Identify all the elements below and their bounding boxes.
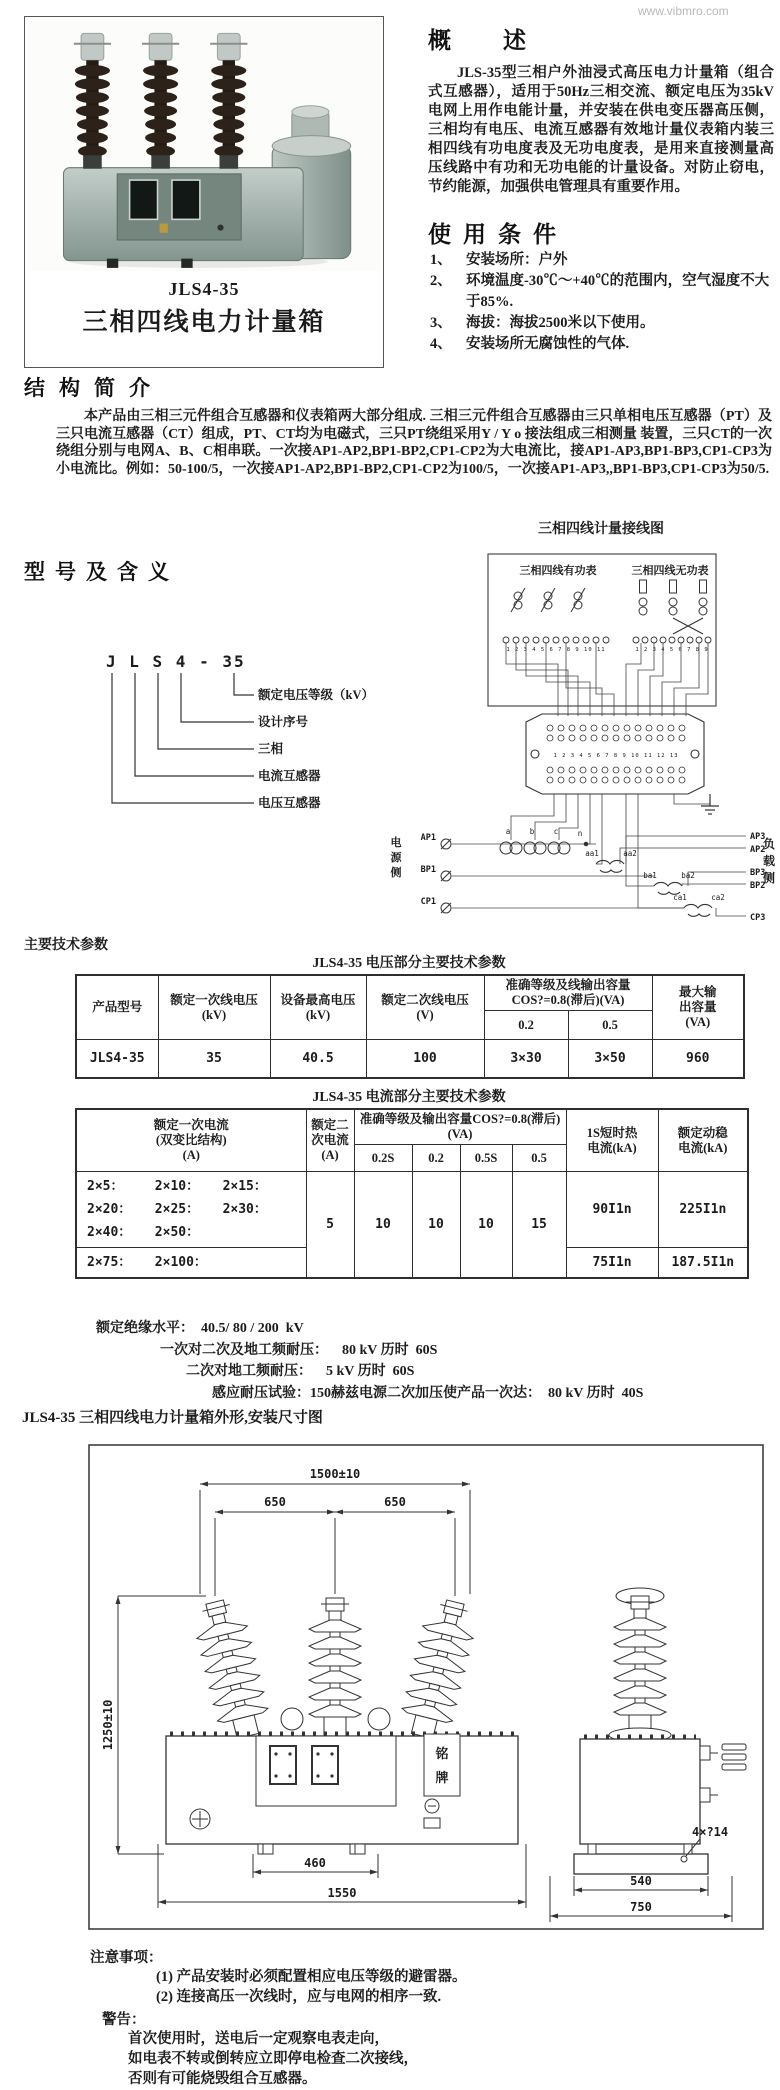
height-dim-label: 1250±10 — [101, 1699, 115, 1751]
voltage-table-wrap — [75, 974, 743, 1079]
vt-h-maxout — [652, 975, 744, 1040]
vt-h-accuracy — [484, 975, 652, 1011]
ct-h-sub-05: 0.5 — [512, 1145, 566, 1172]
ct-h-secondary-line3: (A) — [321, 1148, 339, 1162]
ct-terminal-label: aa1 — [585, 849, 599, 858]
vt-h-maxout-line1: 最大输 — [679, 985, 717, 999]
vt-h-secondary-unit: (V) — [416, 1007, 434, 1022]
bushing-right — [397, 1596, 481, 1742]
vt-h-secondary — [366, 975, 484, 1040]
usage-list — [430, 250, 778, 355]
wiring-diagram — [358, 546, 776, 938]
ct-acc-02s: 10 — [354, 1172, 412, 1278]
pt-label: n — [577, 829, 583, 838]
ct-dynamic-2: 187.5I1n — [658, 1248, 748, 1278]
voltage-data-row — [76, 1040, 744, 1078]
product-photo-illustration — [28, 21, 380, 271]
vt-secondary: 100 — [366, 1040, 484, 1078]
current-header-row — [76, 1109, 748, 1145]
vt-h-accuracy-line1: 准确等级及线输出容量 — [505, 978, 631, 992]
ct-h-primary-line2: (双变比结构) — [155, 1133, 227, 1147]
usage-item — [430, 250, 778, 271]
mounting-feet — [258, 1844, 365, 1854]
span-left-dim-label: 650 — [264, 1495, 286, 1509]
ct-h-primary-line1: 额定一次电流 — [153, 1118, 229, 1132]
usage-item-text: 海拔：海拔2500米以下使用。 — [466, 315, 655, 331]
note-item: (2) 连接高压一次线时，应与电网的相序一致. — [156, 1989, 442, 2005]
source-terminal-label: AP1 — [420, 833, 436, 843]
vt-h-secondary-line: 额定二次线电压 — [381, 992, 469, 1007]
side-view — [574, 1588, 746, 1874]
ct-h-thermal-line2: 电流(kA) — [587, 1140, 637, 1155]
ct-terminal-label: ca1 — [673, 893, 687, 902]
insulation-line: 一次对二次及地工频耐压： 80 kV 历时 60S — [160, 1342, 438, 1358]
source-side-char: 侧 — [390, 867, 402, 879]
vt-acc-02: 3×30 — [484, 1040, 568, 1078]
notes-heading: 注意事项： — [90, 1950, 163, 1966]
vt-h-acc-02: 0.2 — [484, 1011, 568, 1040]
vt-h-highest — [270, 975, 366, 1040]
ct-h-dynamic — [658, 1109, 748, 1172]
overview-heading: 概述 — [428, 28, 578, 53]
vt-model: JLS4-35 — [76, 1040, 158, 1078]
reactive-terminal-numbers: 1 2 3 4 5 6 7 8 9 — [635, 647, 709, 653]
insulation-block — [96, 1318, 643, 1404]
active-meter-elements — [511, 588, 585, 612]
ct-h-thermal-line1: 1S短时热 — [586, 1125, 638, 1140]
wiring-caption: 三相四线计量接线图 — [538, 522, 664, 537]
base-channel — [574, 1854, 708, 1874]
load-terminal-label: BP3 — [750, 868, 766, 878]
ct-terminal-label: aa2 — [623, 849, 637, 858]
voltage-table-caption: JLS4-35 电压部分主要技术参数 — [312, 956, 506, 971]
warning-label — [160, 223, 168, 232]
bushing-insulators — [74, 33, 248, 168]
side-fittings — [700, 1744, 746, 1802]
ct-ratio-line: 2×5： 2×10： 2×15： — [87, 1179, 267, 1194]
usage-item-text: 安装场所无腐蚀性的气体. — [466, 336, 630, 352]
usage-item-number: 1、 — [430, 252, 452, 268]
ct-h-dynamic-line2: 电流(kA) — [678, 1140, 728, 1155]
ct-h-sub-05s: 0.5S — [460, 1145, 512, 1172]
nameplate — [424, 1734, 460, 1796]
usage-item-number: 4、 — [430, 336, 452, 352]
warning-line: 如电表不转或倒转应立即停电检查二次接线， — [128, 2051, 418, 2067]
model-label: 设计序号 — [258, 715, 309, 729]
ct-h-secondary-line2: 次电流 — [311, 1133, 349, 1147]
vt-h-maxout-line2: 出容量 — [679, 1000, 717, 1014]
vt-h-maxout-line3: (VA) — [685, 1015, 711, 1029]
meter-window — [172, 180, 200, 219]
ct-terminal-label: ca2 — [711, 893, 725, 902]
vt-highest: 40.5 — [270, 1040, 366, 1078]
ct-terminal-label: ba1 — [643, 871, 657, 880]
nameplate-char: 铭 — [435, 1746, 449, 1761]
load-side-char: 负 — [762, 837, 776, 851]
ct-secondary: 5 — [306, 1172, 354, 1278]
pt-label: a — [505, 827, 511, 836]
model-label: 额定电压等级（kV） — [258, 688, 374, 702]
usage-item-number: 3、 — [430, 315, 452, 331]
insulation-line: 二次对地工频耐压： 5 kV 历时 60S — [186, 1364, 415, 1379]
ct-acc-05: 15 — [512, 1172, 566, 1278]
meter-terminals — [503, 637, 711, 643]
pt-label: c — [553, 827, 559, 836]
warning-line: 首次使用时，送电后一定观察电表走向， — [128, 2031, 389, 2047]
watermark: www.vibmro.com — [638, 4, 729, 18]
notes-block — [90, 1946, 467, 2007]
active-terminal-numbers: 1 2 3 4 5 6 7 8 9 10 11 — [506, 647, 606, 653]
photo-name-label: 三相四线电力计量箱 — [82, 309, 326, 336]
vt-maxout: 960 — [652, 1040, 744, 1078]
model-code-diagram — [46, 645, 380, 823]
load-side-char: 侧 — [762, 871, 776, 885]
width-dim-label: 1500±10 — [309, 1467, 361, 1481]
load-terminal-label: AP3 — [750, 832, 766, 842]
outline-heading: JLS4-35 三相四线电力计量箱外形,安装尺寸图 — [22, 1410, 323, 1426]
insulation-line: 额定绝缘水平： 40.5/ 80 / 200 kV — [96, 1321, 304, 1336]
lifting-ring — [368, 1708, 390, 1730]
ct-h-sub-02s: 0.2S — [354, 1145, 412, 1172]
usage-item-text: 环境温度-30℃～+40℃的范围内，空气湿度不大于85%. — [466, 273, 770, 310]
ct-h-secondary — [306, 1109, 354, 1172]
usage-item — [430, 334, 778, 355]
reactive-meter-label: 三相四线无功表 — [631, 565, 709, 577]
photo-model-label: JLS4-35 — [168, 279, 240, 299]
bushing-left — [189, 1596, 273, 1742]
meter-window — [130, 180, 158, 219]
warning-line: 否则有可能烧毁组合互感器。 — [128, 2071, 317, 2087]
current-data-row-1 — [76, 1172, 748, 1248]
usage-heading: 使用条件 — [428, 222, 568, 247]
vt-h-accuracy-line2: COS?=0.8(滞后)(VA) — [511, 993, 625, 1007]
ct-thermal-2: 75I1n — [566, 1248, 658, 1278]
vt-h-primary-unit: (kV) — [201, 1007, 227, 1022]
overview-body: JLS-35型三相户外油浸式高压电力计量箱（组合式互感器），适用于50Hz三相交流、额定电压为35kV电网上用作电能计量，并安装在供电变压器高压侧，三相均有电压、电流互感器有效地计量仪表箱内装三相四线有功电度表及无功电度表，是用来直接测量高压线路中有功和无功电能的计量设备。对防止窃电，节约能源，加强供电管理具有重要作用。 — [428, 65, 774, 195]
span-right-dim-label: 650 — [384, 1495, 406, 1509]
ct-acc-02: 10 — [412, 1172, 460, 1278]
reactive-meter-elements — [639, 580, 707, 634]
warning-block — [102, 2008, 418, 2089]
side-tank — [580, 1739, 700, 1844]
model-label: 电压互感器 — [258, 796, 321, 810]
note-item: (1) 产品安装时必须配置相应电压等级的避雷器。 — [156, 1969, 467, 1985]
ct-ratios-2: 2×75： 2×100： — [76, 1248, 306, 1278]
usage-item — [430, 313, 778, 334]
model-label: 三相 — [258, 742, 284, 756]
vt-primary: 35 — [158, 1040, 270, 1078]
model-code: J L S 4 - 35 — [106, 652, 246, 671]
source-terminal-label: BP1 — [420, 865, 436, 875]
vt-acc-05: 3×50 — [568, 1040, 652, 1078]
front-view — [166, 1596, 518, 1854]
ct-h-dynamic-line1: 额定动稳 — [677, 1125, 728, 1140]
vt-h-primary — [158, 975, 270, 1040]
wires — [452, 643, 746, 916]
ct-ratio-line: 2×40： 2×50： — [87, 1225, 200, 1240]
vt-h-highest-unit: (kV) — [305, 1007, 331, 1022]
model-label: 电流互感器 — [258, 769, 321, 783]
ct-dynamic-1: 225I1n — [658, 1172, 748, 1248]
product-photo-box — [24, 16, 384, 368]
ct-acc-05s: 10 — [460, 1172, 512, 1278]
ct-h-thermal — [566, 1109, 658, 1172]
strip-terminal-numbers: 1 2 3 4 5 6 7 8 9 10 11 12 13 — [553, 753, 679, 759]
ct-h-sub-02: 0.2 — [412, 1145, 460, 1172]
ct-h-accuracy: 准确等级及输出容量COS?=0.8(滞后)(VA) — [354, 1109, 566, 1145]
ct-ratios-1 — [76, 1172, 306, 1248]
vt-h-highest-line: 设备最高电压 — [280, 992, 356, 1007]
structure-heading: 结构简介 — [24, 376, 164, 400]
model-connector-lines — [112, 673, 254, 803]
load-side-char: 载 — [762, 854, 776, 868]
lock-knob — [217, 225, 223, 231]
insulation-line: 感应耐压试验：150赫兹电源二次加压使产品一次达： 80 kV 历时 40S — [212, 1385, 644, 1401]
voltage-table — [75, 974, 745, 1079]
warning-heading: 警告： — [102, 2012, 146, 2028]
bushing-center — [309, 1598, 361, 1736]
vt-h-model: 产品型号 — [76, 975, 158, 1040]
side-bushing — [614, 1596, 666, 1734]
usage-item-text: 安装场所：户外 — [466, 252, 568, 268]
current-table-caption: JLS4-35 电流部分主要技术参数 — [312, 1090, 506, 1105]
current-table — [75, 1108, 749, 1279]
total-dim-label: 1550 — [327, 1886, 357, 1900]
outline-drawing — [88, 1444, 764, 1930]
source-terminal-label: CP1 — [420, 897, 436, 907]
usage-item — [430, 271, 778, 313]
structure-body: 本产品由三相三元件组合互感器和仪表箱两大部分组成. 三相三元件组合互感器由三只单相电压互感器（PT）及三只电流互感器（CT）组成，PT、CT均为电磁式，三只PT绕组采用Y / Y o 接法组成三相测量 装置，三只CT的一次绕组分别与电网A、B、C相串联。一次接AP1-AP2,BP1-BP2,CP1-CP2为大电流比，接AP1-AP3,BP1-BP3,CP1-CP3为小电流比。例如：50-100/5，一次接AP1-AP2,BP1-BP2,CP1-CP2为100/5，一次接AP1-AP3,,BP1-BP3,CP1-CP3为50/5. — [56, 409, 772, 477]
source-side-char: 源 — [390, 852, 402, 864]
base-dim-label: 460 — [304, 1856, 326, 1870]
source-fuses — [441, 839, 451, 913]
vt-h-primary-line: 额定一次线电压 — [170, 992, 258, 1007]
load-terminal-label: CP3 — [750, 913, 766, 923]
load-terminal-label: AP2 — [750, 845, 766, 855]
model-heading: 型号及含义 — [24, 560, 179, 584]
source-side-char: 电 — [390, 837, 402, 849]
side-total-dim-label: 750 — [630, 1900, 652, 1914]
ct-h-primary — [76, 1109, 306, 1172]
ct-ratio-line: 2×20： 2×25： 2×30： — [87, 1202, 267, 1217]
ct-h-secondary-line1: 额定二 — [311, 1118, 349, 1132]
ct-terminal-label: ba2 — [681, 871, 695, 880]
active-meter-label: 三相四线有功表 — [519, 565, 597, 577]
holes-dim-label: 4×?14 — [692, 1825, 729, 1839]
pt-label: b — [529, 827, 535, 836]
ct-thermal-1: 90I1n — [566, 1172, 658, 1248]
nameplate-char: 牌 — [435, 1770, 449, 1785]
usage-item-number: 2、 — [430, 273, 452, 289]
side-base-dim-label: 540 — [630, 1874, 652, 1888]
main-tank — [64, 168, 304, 268]
ct-h-primary-line3: (A) — [182, 1148, 200, 1162]
load-terminal-label: BP2 — [750, 881, 766, 891]
current-table-wrap — [75, 1108, 747, 1279]
voltage-header-row — [76, 975, 744, 1011]
params-heading: 主要技术参数 — [24, 938, 108, 953]
lifting-ring — [281, 1708, 303, 1730]
vt-h-acc-05: 0.5 — [568, 1011, 652, 1040]
